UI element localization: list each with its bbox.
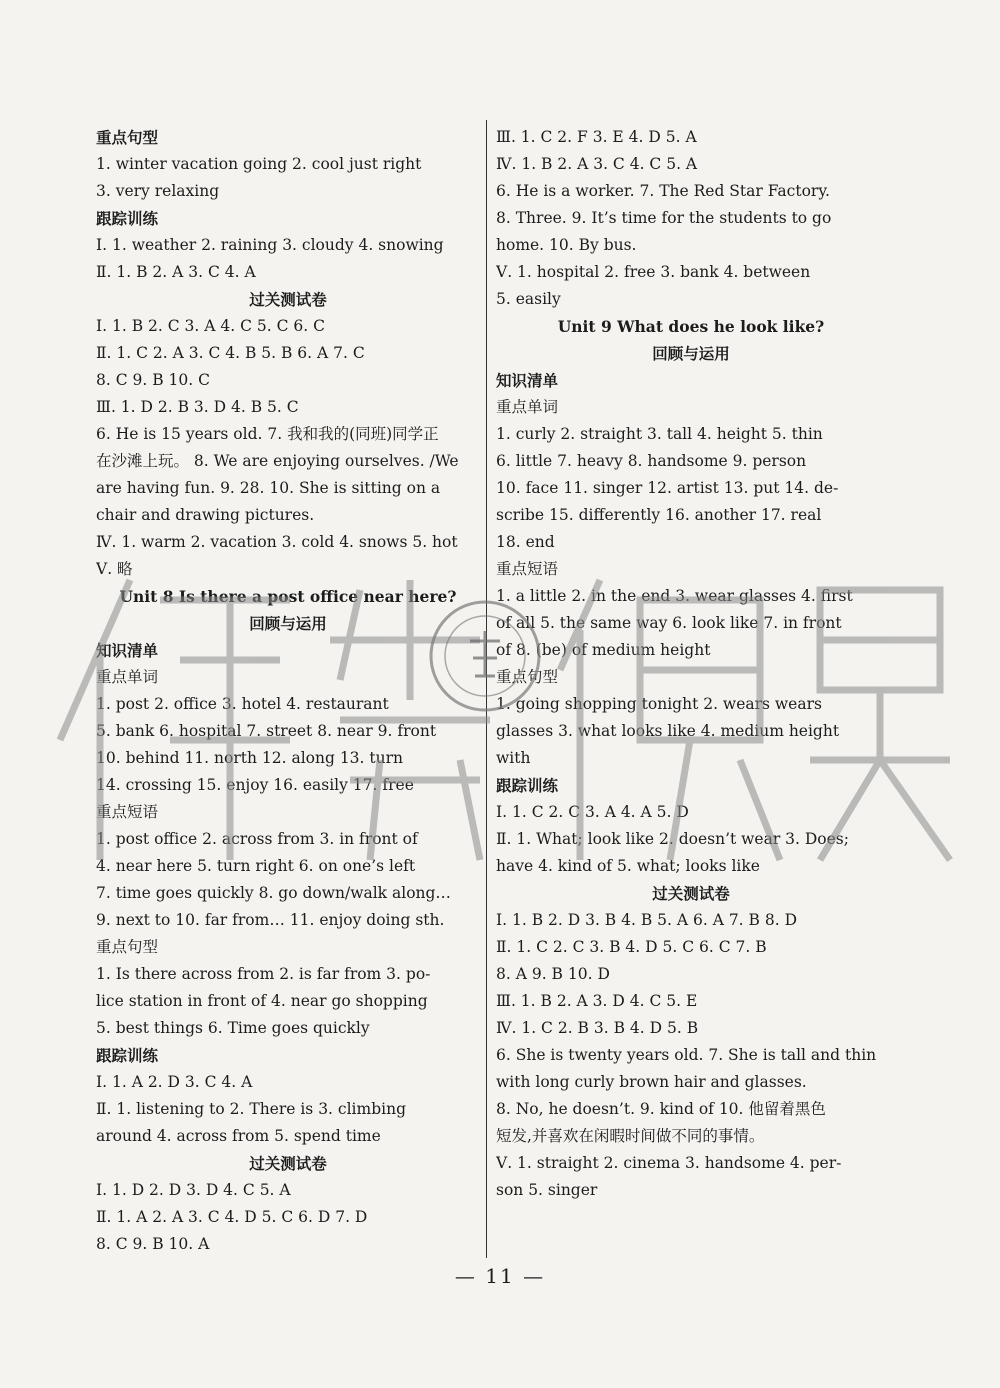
answer-line: Ⅳ. 1. C 2. B 3. B 4. D 5. B — [496, 1019, 699, 1037]
answer-line: Ⅰ. 1. A 2. D 3. C 4. A — [96, 1073, 253, 1091]
answer-line: 9. next to 10. far from… 11. enjoy doing sth. — [96, 911, 445, 929]
answer-line: 回顾与运用 — [249, 614, 327, 633]
answer-line: 跟踪训练 — [96, 1046, 159, 1065]
answer-line: 1. Is there across from 2. is far from 3. po- — [96, 965, 431, 983]
answer-line: 短发,并喜欢在闲暇时间做不同的事情。 — [496, 1127, 765, 1145]
page-number: — 11 — — [454, 1264, 546, 1288]
left-column — [96, 124, 480, 1258]
answer-line: with — [496, 749, 531, 767]
answer-line: Ⅲ. 1. B 2. A 3. D 4. C 5. E — [496, 992, 698, 1010]
right-column — [496, 124, 886, 1204]
answer-line: Ⅱ. 1. listening to 2. There is 3. climbing — [96, 1100, 406, 1118]
answer-line: Ⅲ. 1. C 2. F 3. E 4. D 5. A — [496, 128, 697, 146]
answer-line: 6. He is 15 years old. 7. 我和我的(同班)同学正 — [96, 425, 439, 443]
answer-line: son 5. singer — [496, 1181, 598, 1199]
answer-line: Ⅲ. 1. D 2. B 3. D 4. B 5. C — [96, 398, 299, 416]
answer-line: Ⅰ. 1. C 2. C 3. A 4. A 5. D — [496, 803, 689, 821]
answer-line: home. 10. By bus. — [496, 236, 637, 254]
answer-line: 重点短语 — [496, 560, 559, 578]
answer-line: 8. Three. 9. It’s time for the students to go — [496, 209, 832, 227]
answer-line: 1. going shopping tonight 2. wears wears — [496, 695, 822, 713]
answer-line: Ⅴ. 1. hospital 2. free 3. bank 4. between — [496, 263, 811, 281]
answer-line: 重点单词 — [496, 398, 559, 416]
answer-line: 知识清单 — [96, 641, 159, 660]
answer-line: Ⅱ. 1. A 2. A 3. C 4. D 5. C 6. D 7. D — [96, 1208, 368, 1226]
answer-line: 重点句型 — [496, 668, 559, 686]
answer-line: of all 5. the same way 6. look like 7. in front — [496, 614, 842, 632]
answer-line: 8. C 9. B 10. C — [96, 371, 210, 389]
answer-line: 重点单词 — [96, 668, 159, 686]
answer-line: 重点句型 — [96, 938, 159, 956]
answer-line: 3. very relaxing — [96, 182, 220, 200]
answer-line: Ⅱ. 1. C 2. C 3. B 4. D 5. C 6. C 7. B — [496, 938, 767, 956]
answer-line: 1. curly 2. straight 3. tall 4. height 5. thin — [496, 425, 823, 443]
answer-line: 8. A 9. B 10. D — [496, 965, 610, 983]
answer-line: Ⅰ. 1. B 2. D 3. B 4. B 5. A 6. A 7. B 8. D — [496, 911, 797, 929]
answer-line: scribe 15. differently 16. another 17. real — [496, 506, 822, 524]
answer-line: Ⅱ. 1. B 2. A 3. C 4. A — [96, 263, 256, 281]
answer-line: 重点句型 — [96, 128, 159, 147]
answer-line: 5. best things 6. Time goes quickly — [96, 1019, 370, 1037]
answer-line: lice station in front of 4. near go shopping — [96, 992, 428, 1010]
answer-line: 8. C 9. B 10. A — [96, 1235, 210, 1253]
answer-line: 1. a little 2. in the end 3. wear glasses 4. first — [496, 587, 853, 605]
answer-line: Ⅳ. 1. B 2. A 3. C 4. C 5. A — [496, 155, 698, 173]
answer-line: 4. near here 5. turn right 6. on one’s left — [96, 857, 416, 875]
answer-line: 6. She is twenty years old. 7. She is tall and thin — [496, 1046, 877, 1064]
answer-line: 过关测试卷 — [249, 290, 327, 309]
answer-line: Ⅰ. 1. B 2. C 3. A 4. C 5. C 6. C — [96, 317, 325, 335]
answer-line: 10. behind 11. north 12. along 13. turn — [96, 749, 404, 767]
answer-line: 7. time goes quickly 8. go down/walk along… — [96, 884, 451, 902]
answer-line: 1. post office 2. across from 3. in front of — [96, 830, 418, 848]
answer-line: 6. He is a worker. 7. The Red Star Factory. — [496, 182, 830, 200]
answer-line: 跟踪训练 — [496, 776, 559, 795]
column-divider — [486, 120, 487, 1258]
answer-line: 8. No, he doesn’t. 9. kind of 10. 他留着黑色 — [496, 1100, 826, 1118]
answer-line: 1. winter vacation going 2. cool just right — [96, 155, 422, 173]
answer-line: 重点短语 — [96, 803, 159, 821]
answer-line: 过关测试卷 — [652, 884, 730, 903]
answer-line: chair and drawing pictures. — [96, 506, 315, 524]
answer-line: Ⅳ. 1. warm 2. vacation 3. cold 4. snows 5. hot — [96, 533, 458, 551]
answer-line: Ⅴ. 略 — [96, 560, 133, 578]
answer-line: of 8. (be) of medium height — [496, 641, 711, 659]
answer-line: are having fun. 9. 28. 10. She is sitting on a — [96, 479, 441, 497]
answer-line: Ⅱ. 1. What; look like 2. doesn’t wear 3. Does; — [496, 830, 849, 848]
answer-line: 回顾与运用 — [652, 344, 730, 363]
answer-line: 跟踪训练 — [96, 209, 159, 228]
answer-line: Ⅰ. 1. D 2. D 3. D 4. C 5. A — [96, 1181, 291, 1199]
answer-line: Unit 8 Is there a post office near here? — [119, 587, 457, 606]
answer-line: 1. post 2. office 3. hotel 4. restaurant — [96, 695, 389, 713]
answer-line: 18. end — [496, 533, 555, 551]
answer-line: Ⅴ. 1. straight 2. cinema 3. handsome 4. per- — [496, 1154, 842, 1172]
answer-line: have 4. kind of 5. what; looks like — [496, 857, 760, 875]
answer-line: Unit 9 What does he look like? — [557, 317, 825, 336]
answer-line: glasses 3. what looks like 4. medium height — [496, 722, 840, 740]
answer-line: around 4. across from 5. spend time — [96, 1127, 381, 1145]
answer-line: 5. easily — [496, 290, 561, 308]
answer-line: 14. crossing 15. enjoy 16. easily 17. free — [96, 776, 414, 794]
answer-line: 知识清单 — [496, 371, 559, 390]
answer-line: with long curly brown hair and glasses. — [496, 1073, 807, 1091]
answer-line: Ⅱ. 1. C 2. A 3. C 4. B 5. B 6. A 7. C — [96, 344, 365, 362]
answer-line: 过关测试卷 — [249, 1154, 327, 1173]
answer-line: 5. bank 6. hospital 7. street 8. near 9. front — [96, 722, 437, 740]
answer-line: 在沙滩上玩。 8. We are enjoying ourselves. /We — [96, 452, 459, 470]
answer-line: Ⅰ. 1. weather 2. raining 3. cloudy 4. snowing — [96, 236, 444, 254]
answer-line: 10. face 11. singer 12. artist 13. put 14. de- — [496, 479, 839, 497]
answer-line: 6. little 7. heavy 8. handsome 9. person — [496, 452, 807, 470]
